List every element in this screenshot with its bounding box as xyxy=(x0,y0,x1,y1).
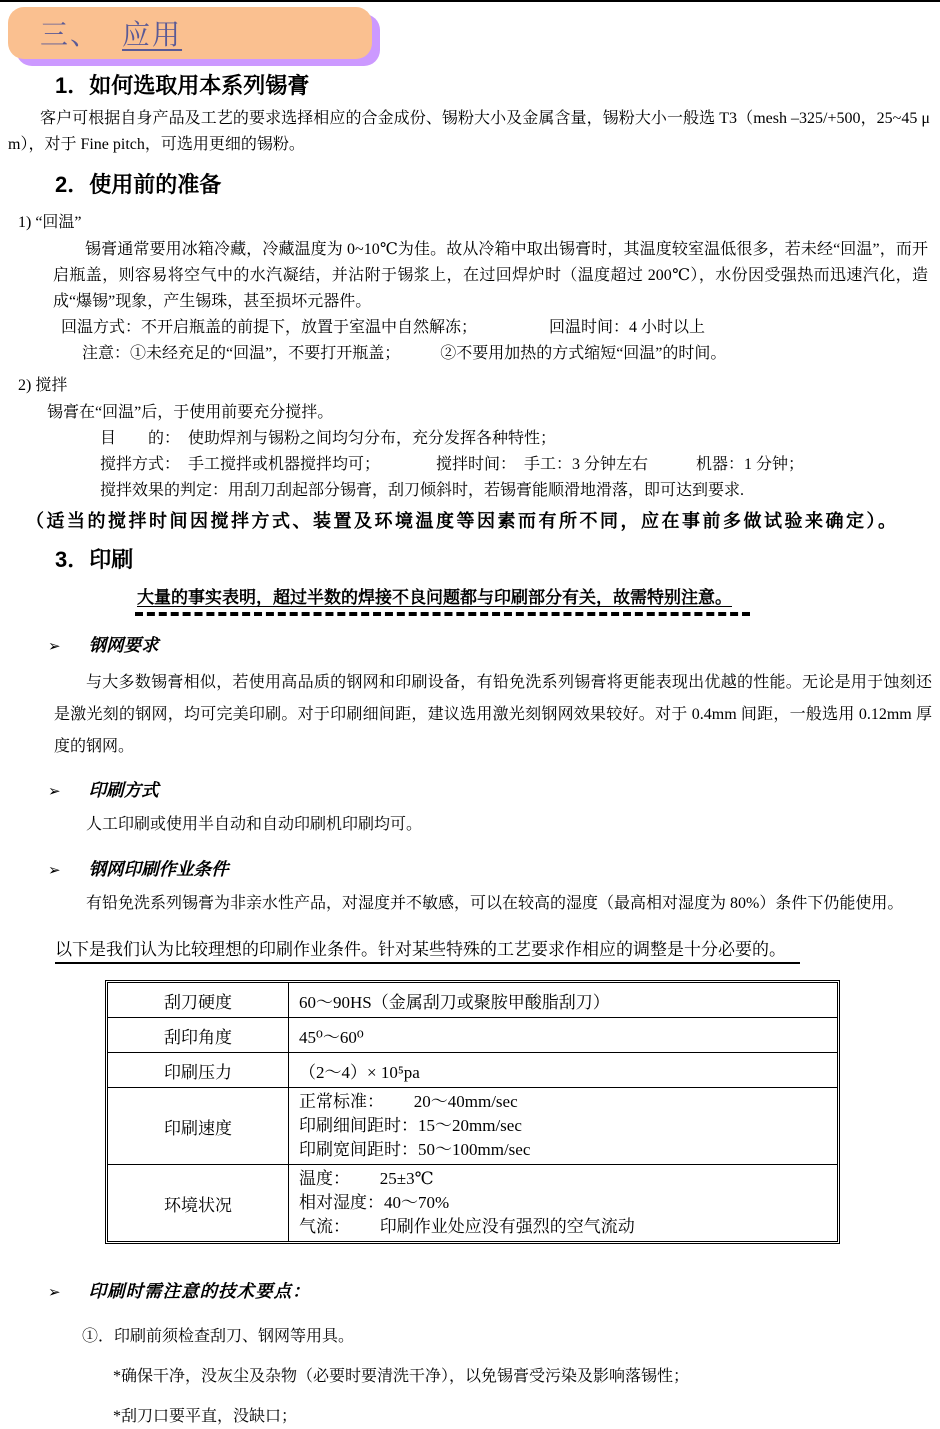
table-row xyxy=(108,983,837,1018)
bullet-title: 钢网要求 xyxy=(88,635,159,655)
heading-select-paste: 1．如何选取用本系列锡膏 xyxy=(55,73,310,98)
stencil-conditions-body: 有铅免洗系列锡膏为非亲水性产品，对湿度并不敏感，可以在较高的湿度（最高相对湿度为 80%）条件下仍能使用。 xyxy=(86,895,904,912)
row-value: （2～4）× 10⁵pa xyxy=(289,1053,838,1088)
value-line: 印刷宽间距时：50～100mm/sec xyxy=(299,1140,531,1159)
banner-text xyxy=(40,13,182,53)
row-label: 环境状况 xyxy=(108,1165,289,1242)
rewarming-body: 锡膏通常要用冰箱冷藏，冷藏温度为 0~10℃为佳。故从冷箱中取出锡膏时，其温度较室温低很多，若未经“回温”，而开启瓶盖，则容易将空气中的水汽凝结，并沾附于锡浆上，在过回焊炉时（温度超过 200℃），水份因受强热而迅速汽化，造成“爆锡”现象，产生锡珠，甚至损坏元器件。 xyxy=(53,241,928,310)
bullet-stencil-conditions xyxy=(48,856,940,881)
table-intro: 以下是我们认为比较理想的印刷作业条件。针对某些特殊的工艺要求作相应的调整是十分必要的。 xyxy=(55,935,800,964)
list-number: 1) xyxy=(18,214,32,231)
row-label: 刮刀硬度 xyxy=(108,983,289,1018)
row-label: 印刷压力 xyxy=(108,1053,289,1088)
stencil-requirements-body: 与大多数锡膏相似，若使用高品质的钢网和印刷设备，有铅免洗系列锡膏将更能表现出优越的性能。无论是用于蚀刻还是激光刻的钢网，均可完美印刷。对于印刷细间距，建议选用激光刻钢网效果较好。对于 0.4mm 间距，一般选用 0.12mm 厚度的钢网。 xyxy=(54,674,932,755)
paragraph-select-paste: 客户可根据自身产品及工艺的要求选择相应的合金成份、锡粉大小及金属含量，锡粉大小一般选 T3（mesh –325/+500，25~45 μ m），对于 Fine pitch，可选用更细的锡粉。 xyxy=(8,110,930,153)
heading-preparation: 2．使用前的准备 xyxy=(55,172,222,197)
banner-title: 应用 xyxy=(122,20,183,51)
check-tools-item: ①．印刷前须检查刮刀、钢网等用具。 xyxy=(82,1328,355,1345)
rewarming-method-line: 回温方式：不开启瓶盖的前提下，放置于室温中自然解冻； 回温时间：4 小时以上 xyxy=(61,319,706,336)
printing-conditions-table xyxy=(105,980,840,1244)
table-intro-wrap xyxy=(55,935,940,964)
page-top-rule xyxy=(0,0,940,2)
rewarming-note-line: 注意：①未经充足的“回温”，不要打开瓶盖； ②不要用加热的方式缩短“回温”的时间。 xyxy=(82,345,727,362)
printing-notice-wrap xyxy=(135,583,940,616)
table-row xyxy=(108,1053,837,1088)
arrow-bullet-icon: ➢ xyxy=(48,784,61,800)
list-item-stirring xyxy=(18,374,940,398)
row-value: 45⁰～60⁰ xyxy=(289,1018,838,1053)
row-value xyxy=(289,1088,838,1165)
value-line: 正常标准： 20～40mm/sec xyxy=(299,1092,518,1111)
table-row xyxy=(108,1018,837,1053)
list-number: 2) xyxy=(18,377,32,394)
stirring-intro: 锡膏在“回温”后，于使用前要充分搅拌。 xyxy=(47,404,334,421)
list-title: 搅拌 xyxy=(35,377,68,394)
bullet-printing-method xyxy=(48,777,940,802)
arrow-bullet-icon: ➢ xyxy=(48,863,61,879)
row-value xyxy=(289,1165,838,1242)
arrow-bullet-icon: ➢ xyxy=(48,639,61,655)
printing-method-body: 人工印刷或使用半自动和自动印刷机印刷均可。 xyxy=(86,816,423,833)
arrow-bullet-icon: ➢ xyxy=(48,1285,61,1301)
row-label: 刮印角度 xyxy=(108,1018,289,1053)
row-label: 印刷速度 xyxy=(108,1088,289,1165)
bullet-title: 印刷方式 xyxy=(88,780,159,800)
check-blade-item: *刮刀口要平直，没缺口； xyxy=(113,1408,298,1425)
bullet-printing-key-points xyxy=(48,1278,940,1303)
bullet-title: 印刷时需注意的技术要点： xyxy=(88,1281,311,1301)
value-line: 相对湿度：40～70% xyxy=(299,1193,450,1212)
stirring-bold-note: （适当的搅拌时间因搅拌方式、装置及环境温度等因素而有所不同，应在事前多做试验来确定）。 xyxy=(26,511,899,531)
stirring-method-line: 搅拌方式： 手工搅拌或机器搅拌均可； 搅拌时间： 手工：3 分钟左右 机器：1 分钟； xyxy=(100,456,805,473)
heading-printing: 3．印刷 xyxy=(55,547,134,572)
bullet-title: 钢网印刷作业条件 xyxy=(88,859,229,879)
bullet-stencil-requirements xyxy=(48,632,940,657)
table-row xyxy=(108,1165,837,1242)
printing-notice: 大量的事实表明，超过半数的焊接不良问题都与印刷部分有关，故需特别注意。 xyxy=(135,583,750,616)
stirring-purpose: 目 的： 使助焊剂与锡粉之间均匀分布，充分发挥各种特性； xyxy=(100,430,557,447)
row-value: 60～90HS（金属刮刀或聚胺甲酸脂刮刀） xyxy=(289,983,838,1018)
list-title: “回温” xyxy=(35,214,82,231)
section-banner xyxy=(8,7,372,59)
value-line: 温度： 25±3℃ xyxy=(299,1169,434,1188)
list-item-rewarming xyxy=(18,211,940,235)
table-row xyxy=(108,1088,837,1165)
value-line: 气流： 印刷作业处应没有强烈的空气流动 xyxy=(299,1217,635,1236)
banner-number: 三、 xyxy=(40,20,101,51)
stirring-judge-line: 搅拌效果的判定：用刮刀刮起部分锡膏，刮刀倾斜时，若锡膏能顺滑地滑落，即可达到要求. xyxy=(100,482,745,499)
value-line: 印刷细间距时：15～20mm/sec xyxy=(299,1116,522,1135)
check-clean-item: *确保干净，没灰尘及杂物（必要时要清洗干净），以免锡膏受污染及影响落锡性； xyxy=(113,1368,690,1385)
